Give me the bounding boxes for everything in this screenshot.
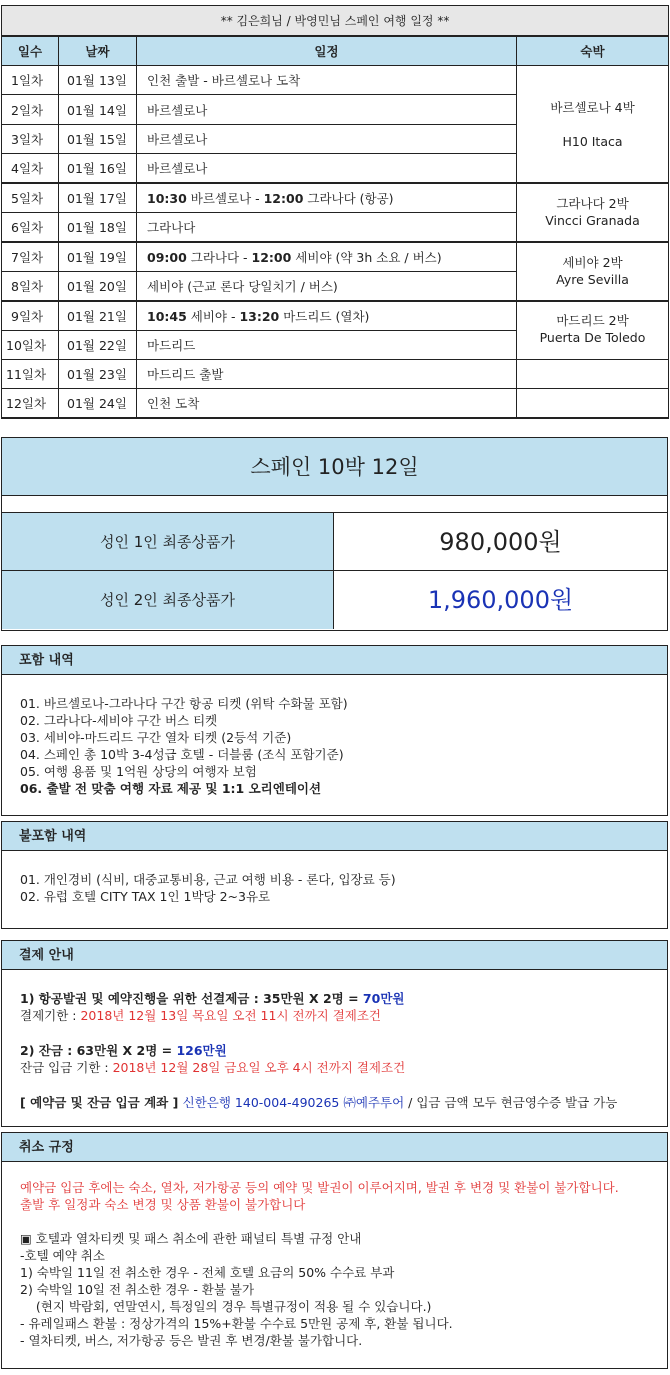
schedule-cell: 바르셀로나 [137,154,517,183]
route-text: 세비야 - [186,308,240,324]
payment-line: 1) 항공발권 및 예약진행을 위한 선결제금 : 35만원 X 2명 = 70만원 [20,991,405,1006]
schedule-cell: 마드리드 [137,330,517,359]
date-cell: 01월 21일 [59,301,137,330]
date-cell: 01월 17일 [59,183,137,212]
date-cell: 01월 23일 [59,359,137,388]
itinerary-title: ** 김은희님 / 박영민님 스페인 여행 일정 ** [2,6,669,36]
excluded-section [1,821,668,929]
hotel-name: Puerta De Toledo [539,329,646,345]
date-cell: 01월 13일 [59,66,137,95]
list-item: 02. 그라나다-세비야 구간 버스 티켓 [20,713,218,728]
table-row [2,389,669,418]
cancel-line: 1) 숙박일 11일 전 취소한 경우 - 전체 호텔 요금의 50% 수수료 부과 [20,1265,395,1280]
bank-account: 신한은행 140-004-490265 ㈜예주투어 [182,1095,405,1110]
spacer [20,1024,667,1042]
cancel-line: 2) 숙박일 10일 전 취소한 경우 - 환불 불가 [20,1282,255,1297]
header-hotel: 숙박 [517,36,669,66]
cancel-warning: 예약금 입금 후에는 숙소, 열차, 저가항공 등의 예약 및 발권이 이루어지며, 발권 후 변경 및 환불이 불가합니다. [20,1180,619,1195]
route-text: 그라나다 (항공) [303,191,394,206]
included-section [1,645,668,816]
day-cell: 3일차 [2,124,59,153]
cancel-warning: 출발 후 일정과 숙소 변경 및 상품 환불이 불가합니다 [20,1197,306,1212]
route-text: 마드리드 (열차) [279,308,370,324]
section-title: 결제 안내 [2,941,667,970]
date-cell: 01월 18일 [59,212,137,241]
list-item: 01. 개인경비 (식비, 대중교통비용, 근교 여행 비용 - 론다, 입장료 등) [20,872,396,887]
hotel-name: Ayre Sevilla [556,272,629,288]
hotel-cell [517,301,669,360]
route-text: 바르셀로나 - [186,191,264,206]
schedule-cell: 인천 도착 [137,389,517,418]
header-day: 일수 [2,36,59,66]
payment-amount: 70만원 [362,991,405,1006]
section-title: 포함 내역 [2,646,667,675]
price-row [2,571,667,629]
list-item: 03. 세비야-마드리드 구간 열차 티켓 (2등석 기준) [20,730,292,745]
cancel-section [1,1132,668,1369]
excluded-list [2,851,667,905]
date-cell: 01월 15일 [59,124,137,153]
payment-line: 2) 잔금 : 63만원 X 2명 = 126만원 [20,1043,227,1058]
arrive-time: 13:20 [239,308,280,324]
hotel-city: 바르셀로나 4박 [550,99,635,115]
header-date: 날짜 [59,36,137,66]
schedule-cell [137,301,517,330]
schedule-cell: 바르셀로나 [137,124,517,153]
list-item: 04. 스페인 총 10박 3-4성급 호텔 - 더블룸 (조식 포함기준) [20,747,344,762]
date-cell: 01월 20일 [59,271,137,300]
hotel-city: 마드리드 2박 [556,312,629,328]
depart-time: 10:45 [147,308,187,324]
table-row [2,359,669,388]
day-cell: 4일차 [2,154,59,183]
spacer [20,1076,667,1094]
schedule-cell: 인천 출발 - 바르셀로나 도착 [137,66,517,95]
day-cell: 7일차 [2,242,59,271]
day-cell: 1일차 [2,66,59,95]
day-cell: 10일차 [2,330,59,359]
payment-body [2,970,667,1111]
price-value: 1,960,000원 [427,586,574,614]
schedule-cell: 마드리드 출발 [137,359,517,388]
depart-time: 10:30 [147,191,187,206]
price-label: 성인 1인 최종상품가 [2,513,334,570]
payment-section [1,940,668,1127]
list-item: 02. 유럽 호텔 CITY TAX 1인 1박당 2~3유로 [20,889,271,904]
account-line: [ 예약금 및 잔금 입금 계좌 ] 신한은행 140-004-490265 ㈜예주투어 / 입금 금액 모두 현금영수증 발급 가능 [20,1095,618,1110]
itinerary-table [1,5,669,419]
hotel-cell [517,66,669,184]
price-spacer [2,496,667,513]
section-title: 취소 규정 [2,1133,667,1162]
day-cell: 2일차 [2,95,59,124]
table-row [2,242,669,271]
list-item: 01. 바르셀로나-그라나다 구간 항공 티켓 (위탁 수화물 포함) [20,696,348,711]
table-row [2,66,669,95]
cancel-line: ▣ 호텔과 열차티켓 및 패스 취소에 관한 패널티 특별 규정 안내 [20,1231,362,1246]
route-text: 그라나다 - [186,249,252,265]
cancel-body [2,1162,667,1349]
payment-deadline: 결제기한 : 2018년 12월 13일 목요일 오전 11시 전까지 결제조건 [20,1008,382,1023]
hotel-name: Vincci Granada [545,213,640,229]
list-item: 05. 여행 용품 및 1억원 상당의 여행자 보험 [20,764,257,779]
section-title: 불포함 내역 [2,822,667,851]
day-cell: 5일차 [2,183,59,212]
cancel-line: -호텔 예약 취소 [20,1248,105,1263]
spacer [20,1213,667,1230]
list-item: 06. 출발 전 맞춤 여행 자료 제공 및 1:1 오리엔테이션 [20,781,322,796]
day-cell: 6일차 [2,212,59,241]
arrive-time: 12:00 [251,249,292,265]
hotel-cell-empty [517,359,669,388]
table-row [2,301,669,330]
price-value: 980,000원 [439,528,562,556]
price-row [2,513,667,571]
cancel-line: - 유레일패스 환불 : 정상가격의 15%+환불 수수료 5만원 공제 후, 환불 됩니다. [20,1316,453,1331]
included-list [2,675,667,797]
hotel-cell-empty [517,389,669,418]
date-cell: 01월 24일 [59,389,137,418]
cancel-line: - 열차티켓, 버스, 저가항공 등은 발권 후 변경/환불 불가합니다. [20,1333,363,1348]
hotel-cell [517,183,669,242]
hotel-cell [517,242,669,301]
route-text: 세비야 (약 3h 소요 / 버스) [291,249,442,265]
table-row [2,183,669,212]
hotel-city: 세비야 2박 [562,255,623,271]
day-cell: 11일차 [2,359,59,388]
date-cell: 01월 16일 [59,154,137,183]
date-cell: 01월 14일 [59,95,137,124]
payment-deadline: 잔금 입금 기한 : 2018년 12월 28일 금요일 오후 4시 전까지 결제조건 [20,1060,406,1075]
day-cell: 9일차 [2,301,59,330]
payment-amount: 126만원 [176,1043,227,1058]
schedule-cell [137,242,517,271]
hotel-city: 그라나다 2박 [556,196,629,212]
schedule-cell: 세비야 (근교 론다 당일치기 / 버스) [137,271,517,300]
arrive-time: 12:00 [263,191,304,206]
hotel-name: H10 Itaca [562,133,623,149]
depart-time: 09:00 [147,249,187,265]
day-cell: 12일차 [2,389,59,418]
day-cell: 8일차 [2,271,59,300]
header-schedule: 일정 [137,36,517,66]
schedule-cell: 바르셀로나 [137,95,517,124]
package-title: 스페인 10박 12일 [2,438,667,496]
cancel-line: (현지 박람회, 연말연시, 특정일의 경우 특별규정이 적용 될 수 있습니다.) [20,1299,432,1314]
schedule-cell: 그라나다 [137,212,517,241]
price-box [1,437,668,631]
date-cell: 01월 22일 [59,330,137,359]
price-label: 성인 2인 최종상품가 [2,571,334,629]
date-cell: 01월 19일 [59,242,137,271]
schedule-cell [137,183,517,212]
